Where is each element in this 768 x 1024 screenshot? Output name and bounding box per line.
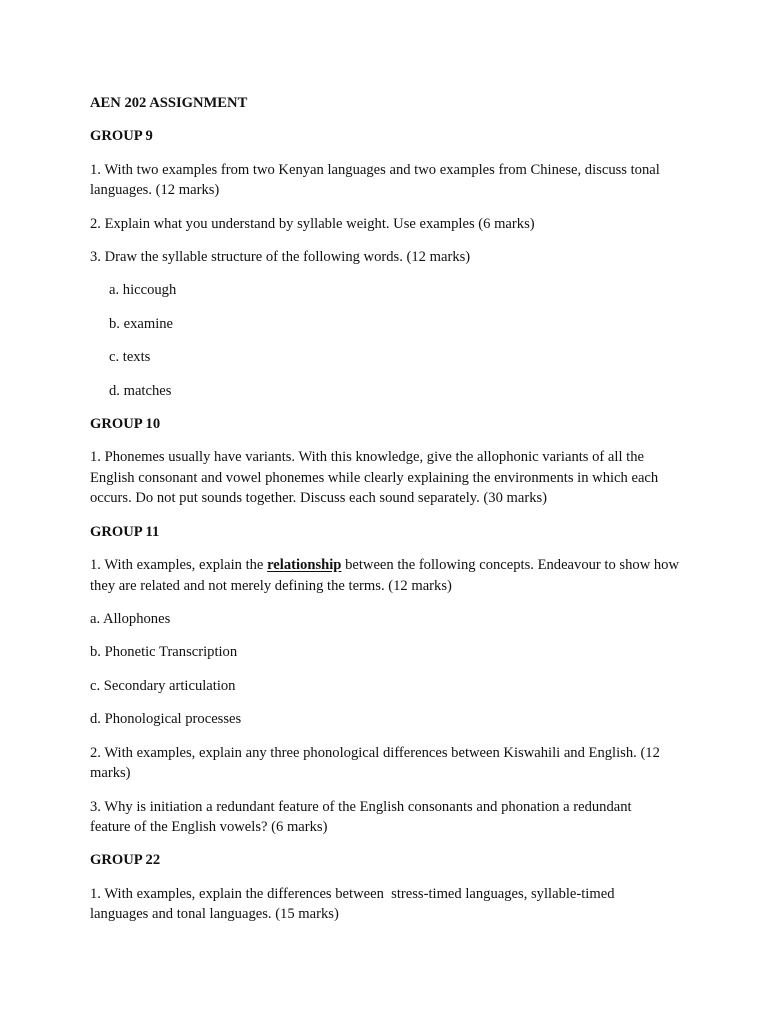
group-9-question-3-item-d: d. matches: [109, 382, 172, 399]
group-11-question-1-item-b: b. Phonetic Transcription: [90, 644, 238, 661]
group-9-question-3-item-c: c. texts: [109, 349, 151, 366]
group-9-heading: GROUP 9: [90, 128, 153, 145]
group-11-question-1-item-a: a. Allophones: [90, 611, 171, 628]
group-9-question-3-item-a: a. hiccough: [109, 282, 177, 299]
group-9-question-3-item-b: b. examine: [109, 315, 174, 332]
group-11-question-1: [90, 555, 682, 596]
group-11-heading: GROUP 11: [90, 523, 160, 540]
group-11-question-3: 3. Why is initiation a redundant feature of the English consonants and phonation a redundant feature of the English vowels? (6 marks): [90, 798, 632, 836]
document-title: AEN 202 ASSIGNMENT: [90, 95, 248, 111]
group-22-heading: GROUP 22: [90, 852, 161, 869]
group-9-question-1: 1. With two examples from two Kenyan languages and two examples from Chinese, discuss tonal languages. (12 marks): [90, 161, 660, 199]
group-11-question-2: 2. With examples, explain any three phonological differences between Kiswahili and English. (12 marks): [90, 744, 660, 782]
group-11-question-1-item-c: c. Secondary articulation: [90, 677, 236, 694]
group-9-question-3: 3. Draw the syllable structure of the following words. (12 marks): [90, 249, 471, 266]
group-11-question-1-text-end: between the following concepts. Endeavour to show how they are related and not merely defining the terms. (12 marks): [90, 557, 680, 594]
group-11-question-1-text-start: 1. With examples, explain the: [90, 557, 268, 574]
group-11-question-1-item-d: d. Phonological processes: [90, 711, 242, 728]
group-10-question-1: 1. Phonemes usually have variants. With this knowledge, give the allophonic variants of all the English consonant and vowel phonemes while clearly explaining the environments in which each occurs. Do not put sounds together. Discuss each sound separately. (30 marks): [90, 449, 659, 507]
group-9-question-2: 2. Explain what you understand by syllable weight. Use examples (6 marks): [90, 215, 535, 232]
relationship-emphasis: relationship: [267, 557, 342, 574]
group-10-heading: GROUP 10: [90, 416, 161, 433]
document-page: [90, 93, 690, 938]
group-22-question-1: 1. With examples, explain the differences between stress-timed languages, syllable-timed languages and tonal languages. (15 marks): [90, 885, 619, 923]
